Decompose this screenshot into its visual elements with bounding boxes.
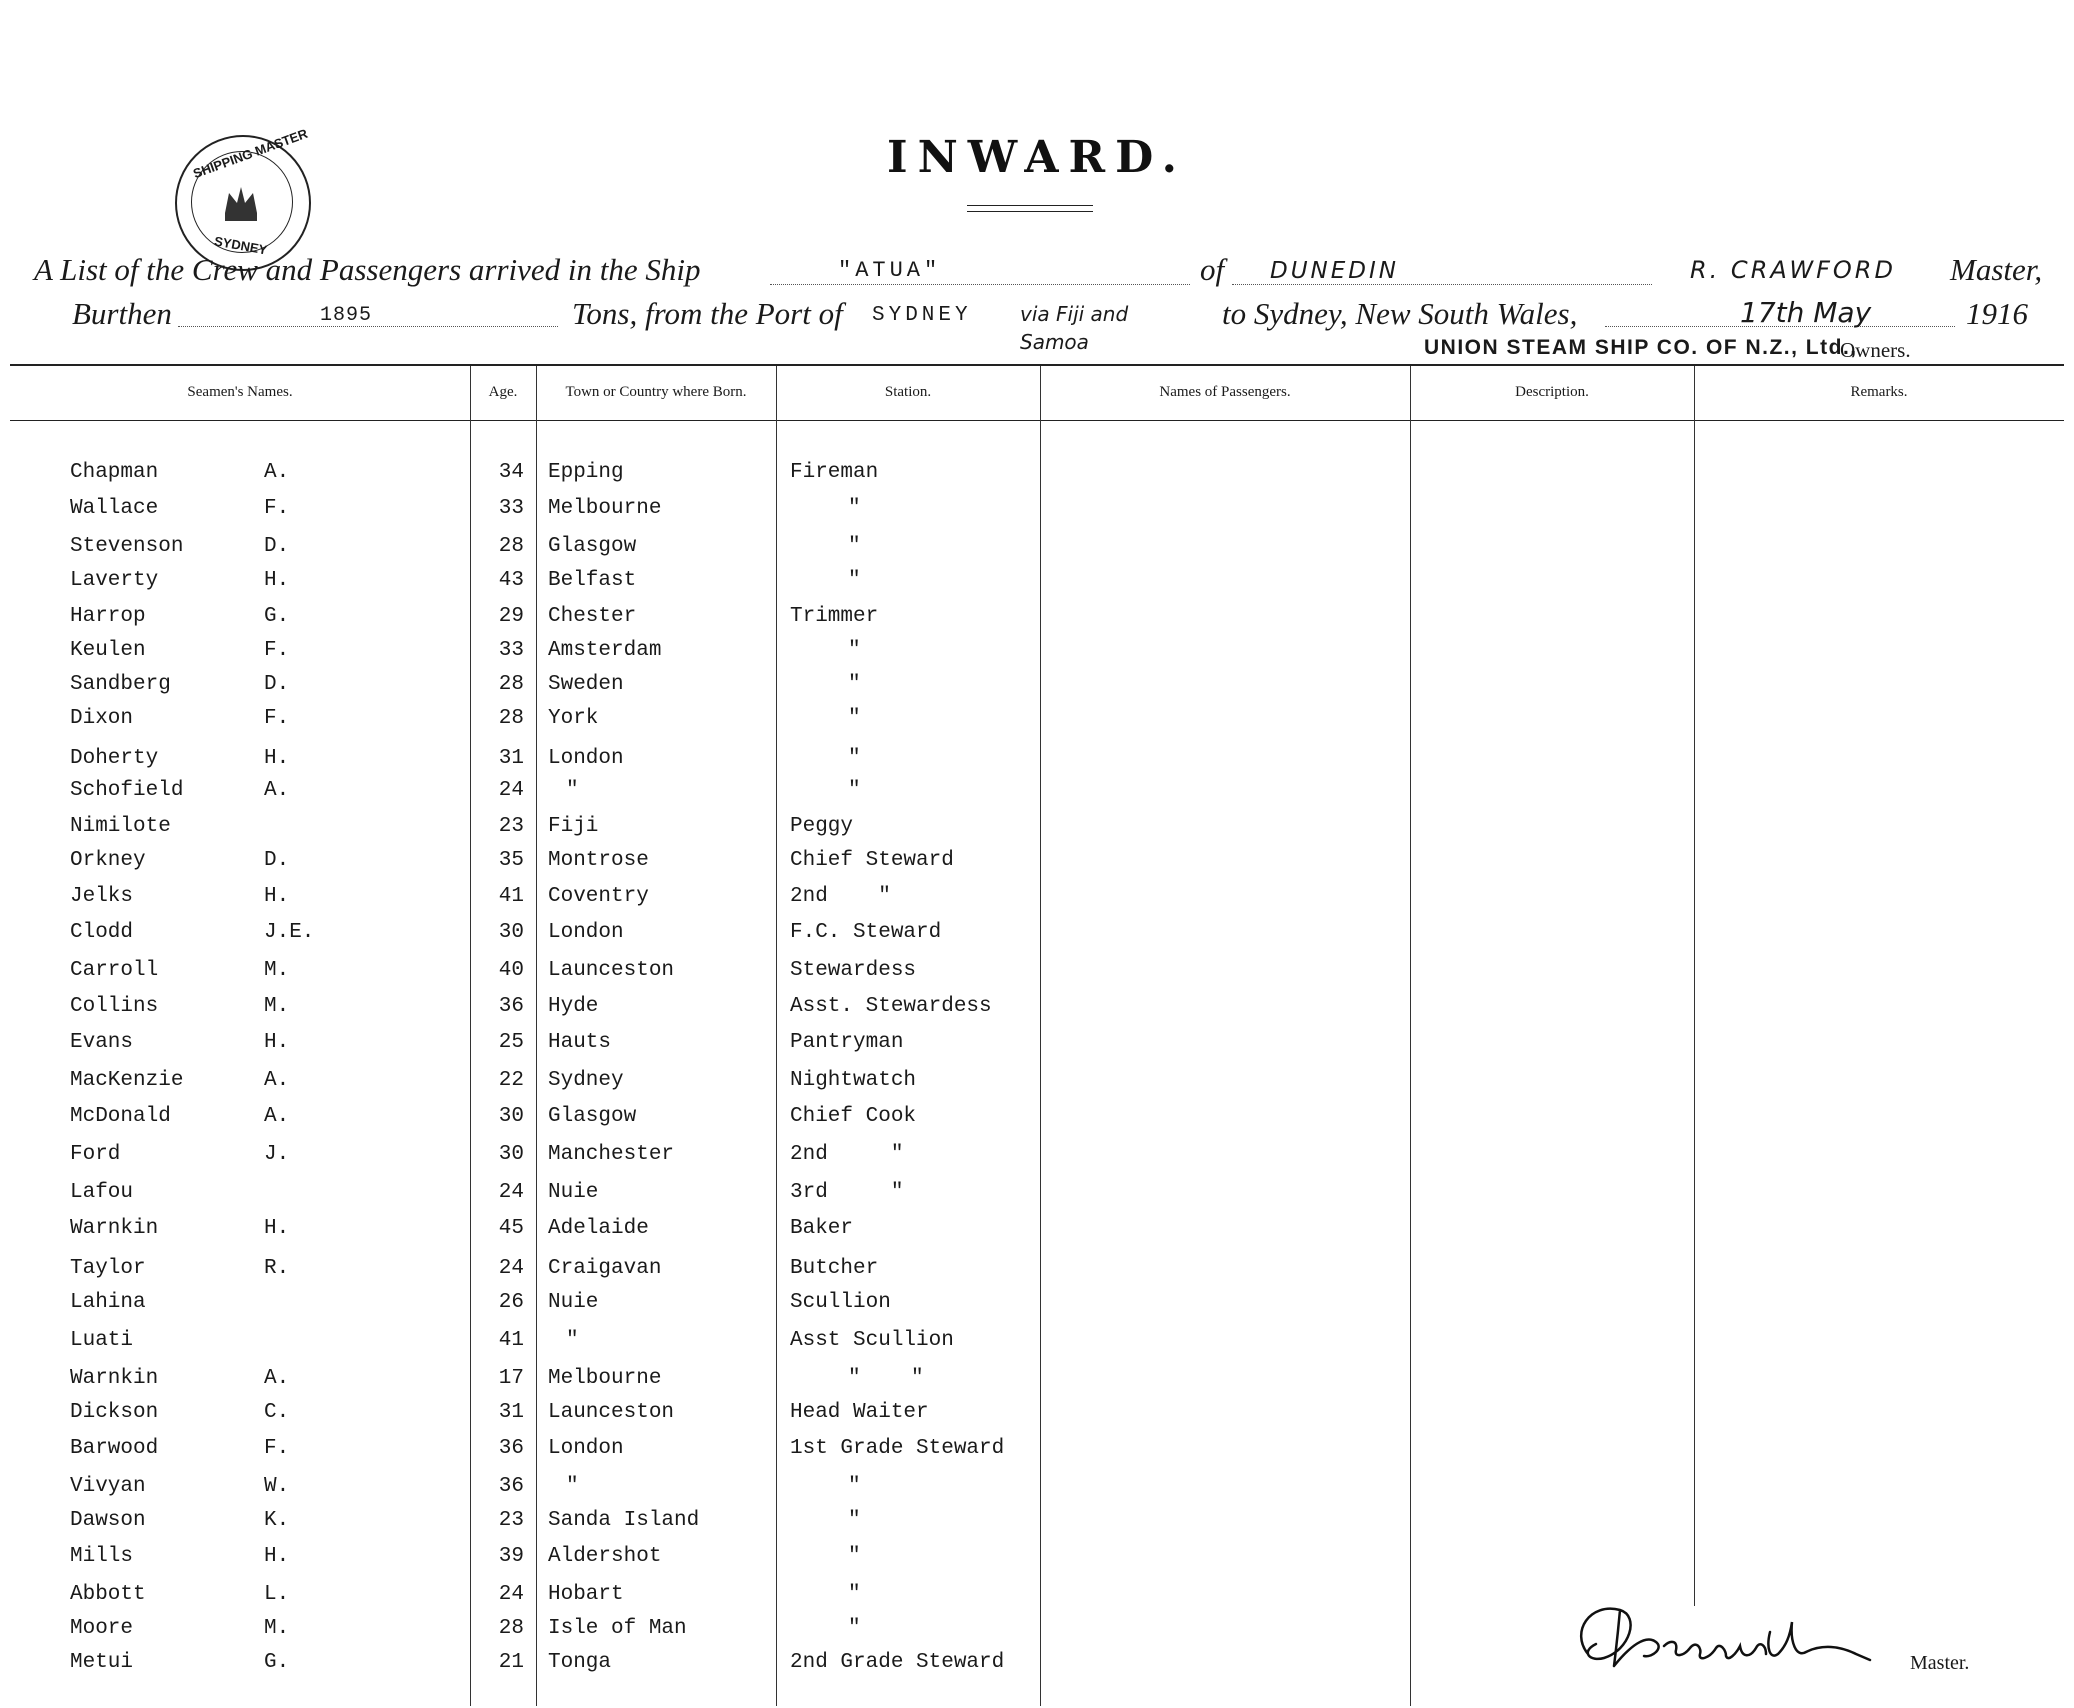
crew-birthplace: Aldershot — [548, 1545, 662, 1568]
crew-initial: A. — [264, 779, 290, 802]
crew-age: 41 — [498, 1329, 524, 1352]
crew-station: Pantryman — [790, 1031, 904, 1054]
crew-birthplace: Nuie — [548, 1291, 599, 1314]
burthen-value: 1895 — [320, 304, 373, 327]
crew-initial: C. — [264, 1401, 290, 1424]
crew-initial: M. — [264, 959, 290, 982]
crew-surname: Evans — [70, 1031, 134, 1054]
crew-station: Stewardess — [790, 959, 917, 982]
crew-age: 41 — [498, 885, 524, 908]
crew-surname: Moore — [70, 1617, 134, 1640]
crew-age: 30 — [498, 1105, 524, 1128]
crew-row — [0, 1180, 2074, 1206]
crew-row — [0, 814, 2074, 840]
crew-birthplace: " — [566, 1475, 579, 1498]
crew-surname: Nimilote — [70, 815, 171, 838]
crew-station: " — [848, 497, 861, 520]
crew-age: 23 — [498, 1509, 524, 1532]
crew-age: 23 — [498, 815, 524, 838]
via-ports: via Fiji and Samoa — [1020, 302, 1129, 354]
col-header-passengers: Names of Passengers. — [1159, 384, 1291, 400]
crew-birthplace: Hyde — [548, 995, 599, 1018]
crew-surname: Taylor — [70, 1257, 146, 1280]
col-header-names: Seamen's Names. — [187, 384, 293, 400]
crew-row — [0, 672, 2074, 698]
from-port: SYDNEY — [872, 304, 972, 327]
crew-row — [0, 1366, 2074, 1392]
crew-birthplace: Belfast — [548, 569, 637, 592]
crew-birthplace: " — [566, 779, 579, 802]
crew-age: 35 — [498, 849, 524, 872]
crew-surname: McDonald — [70, 1105, 171, 1128]
crew-surname: Dickson — [70, 1401, 159, 1424]
crew-initial: F. — [264, 639, 290, 662]
crew-age: 28 — [498, 673, 524, 696]
crew-initial: H. — [264, 885, 290, 908]
page-title: INWARD. — [886, 132, 1187, 183]
crew-birthplace: Sanda Island — [548, 1509, 700, 1532]
arrival-date: 17th May — [1740, 296, 1872, 329]
crew-row — [0, 1216, 2074, 1242]
crew-row — [0, 496, 2074, 522]
crew-age: 31 — [498, 1401, 524, 1424]
master-name: R. CRAWFORD — [1690, 256, 1896, 284]
crew-surname: Sandberg — [70, 673, 171, 696]
crew-row — [0, 920, 2074, 946]
crew-age: 30 — [498, 921, 524, 944]
crew-row — [0, 1474, 2074, 1500]
crew-station: Fireman — [790, 461, 879, 484]
crew-row — [0, 1508, 2074, 1534]
crew-station: 2nd " — [790, 885, 891, 908]
crew-initial: J. — [264, 1143, 290, 1166]
master-signature — [1560, 1592, 1880, 1688]
crew-birthplace: York — [548, 707, 599, 730]
ship-name: "ATUA" — [838, 258, 942, 283]
crew-station: Chief Cook — [790, 1105, 917, 1128]
crew-station: Baker — [790, 1217, 854, 1240]
crew-station: 3rd " — [790, 1181, 904, 1204]
crew-initial: D. — [264, 849, 290, 872]
col-header-age: Age. — [488, 384, 518, 400]
crew-birthplace: Fiji — [548, 815, 599, 838]
crew-initial: H. — [264, 1217, 290, 1240]
crew-surname: Mills — [70, 1545, 134, 1568]
crew-surname: Wallace — [70, 497, 159, 520]
crew-surname: Ford — [70, 1143, 121, 1166]
crew-row — [0, 1328, 2074, 1354]
crew-initial: F. — [264, 497, 290, 520]
crew-surname: Stevenson — [70, 535, 184, 558]
crew-birthplace: Adelaide — [548, 1217, 649, 1240]
crew-surname: Abbott — [70, 1583, 146, 1606]
crew-birthplace: Melbourne — [548, 1367, 662, 1390]
crew-surname: Jelks — [70, 885, 134, 908]
crew-surname: Clodd — [70, 921, 134, 944]
crew-birthplace: London — [548, 747, 624, 770]
crew-station: Chief Steward — [790, 849, 954, 872]
crew-station: " — [848, 569, 861, 592]
crew-birthplace: " — [566, 1329, 579, 1352]
crew-station: " — [848, 673, 861, 696]
crew-initial: K. — [264, 1509, 290, 1532]
crew-station: Peggy — [790, 815, 854, 838]
crew-station: Asst Scullion — [790, 1329, 954, 1352]
crew-age: 31 — [498, 747, 524, 770]
crew-age: 21 — [498, 1651, 524, 1674]
crew-age: 22 — [498, 1069, 524, 1092]
crew-row — [0, 568, 2074, 594]
crew-surname: Barwood — [70, 1437, 159, 1460]
crew-initial: A. — [264, 1105, 290, 1128]
crew-row — [0, 778, 2074, 804]
crew-initial: G. — [264, 605, 290, 628]
crew-age: 30 — [498, 1143, 524, 1166]
crew-station: " — [848, 1545, 861, 1568]
crew-age: 36 — [498, 995, 524, 1018]
crew-initial: F. — [264, 1437, 290, 1460]
crew-station: 2nd Grade Steward — [790, 1651, 1005, 1674]
master-label: Master, — [1950, 252, 2043, 287]
crew-surname: Doherty — [70, 747, 159, 770]
of-label: of — [1200, 252, 1225, 287]
crew-surname: Carroll — [70, 959, 159, 982]
crew-initial: H. — [264, 1031, 290, 1054]
crew-surname: Dixon — [70, 707, 134, 730]
crew-row — [0, 1142, 2074, 1168]
crew-row — [0, 1400, 2074, 1426]
crew-age: 34 — [498, 461, 524, 484]
crew-station: Butcher — [790, 1257, 879, 1280]
crew-station: " — [848, 779, 861, 802]
port-of-registry: DUNEDIN — [1270, 258, 1399, 284]
crew-station: Asst. Stewardess — [790, 995, 992, 1018]
crew-birthplace: Tonga — [548, 1651, 612, 1674]
crew-age: 36 — [498, 1475, 524, 1498]
crew-initial: H. — [264, 747, 290, 770]
crew-row — [0, 460, 2074, 486]
crew-row — [0, 706, 2074, 732]
tons-from-label: Tons, from the Port of — [572, 296, 843, 331]
crew-age: 33 — [498, 639, 524, 662]
to-sydney-label: to Sydney, New South Wales, — [1222, 296, 1578, 331]
col-header-description: Description. — [1515, 384, 1589, 400]
crew-age: 45 — [498, 1217, 524, 1240]
crew-row — [0, 1104, 2074, 1130]
crew-age: 24 — [498, 1181, 524, 1204]
crew-birthplace: London — [548, 1437, 624, 1460]
crew-initial: W. — [264, 1475, 290, 1498]
crew-initial: H. — [264, 569, 290, 592]
crew-initial: A. — [264, 461, 290, 484]
crew-age: 33 — [498, 497, 524, 520]
crew-initial: M. — [264, 995, 290, 1018]
crew-initial: G. — [264, 1651, 290, 1674]
crew-surname: Warnkin — [70, 1367, 159, 1390]
crew-initial: F. — [264, 707, 290, 730]
crew-surname: Keulen — [70, 639, 146, 662]
crew-birthplace: Hobart — [548, 1583, 624, 1606]
crew-birthplace: Epping — [548, 461, 624, 484]
crew-row — [0, 638, 2074, 664]
crew-row — [0, 1256, 2074, 1282]
crew-initial: A. — [264, 1069, 290, 1092]
crew-surname: Metui — [70, 1651, 134, 1674]
burthen-label: Burthen — [72, 296, 172, 331]
crew-initial: L. — [264, 1583, 290, 1606]
crew-initial: D. — [264, 673, 290, 696]
crew-row — [0, 1290, 2074, 1316]
col-header-born: Town or Country where Born. — [565, 384, 747, 400]
crew-surname: Lafou — [70, 1181, 134, 1204]
crew-birthplace: Chester — [548, 605, 637, 628]
crew-birthplace: London — [548, 921, 624, 944]
crew-surname: Collins — [70, 995, 159, 1018]
crew-age: 26 — [498, 1291, 524, 1314]
crew-station: " " — [848, 1367, 924, 1390]
crew-age: 36 — [498, 1437, 524, 1460]
owners-label: Owners. — [1840, 338, 1911, 362]
crew-age: 28 — [498, 535, 524, 558]
crew-birthplace: Manchester — [548, 1143, 675, 1166]
crew-birthplace: Isle of Man — [548, 1617, 687, 1640]
crew-age: 43 — [498, 569, 524, 592]
crew-station: 1st Grade Steward — [790, 1437, 1005, 1460]
crew-row — [0, 534, 2074, 560]
crew-station: " — [848, 535, 861, 558]
crew-surname: Harrop — [70, 605, 146, 628]
crew-surname: Dawson — [70, 1509, 146, 1532]
crew-age: 29 — [498, 605, 524, 628]
crew-initial: H. — [264, 1545, 290, 1568]
crew-birthplace: Coventry — [548, 885, 649, 908]
crew-station: " — [848, 1617, 861, 1640]
stamp-line1: SHIPPING MASTER — [191, 125, 310, 182]
crew-row — [0, 1544, 2074, 1570]
col-header-station: Station. — [884, 384, 932, 400]
crew-row — [0, 1068, 2074, 1094]
owners-company: UNION STEAM SHIP CO. OF N.Z., Ltd., — [1424, 336, 1858, 359]
crew-row — [0, 604, 2074, 630]
crew-initial: R. — [264, 1257, 290, 1280]
crew-station: 2nd " — [790, 1143, 904, 1166]
crew-age: 40 — [498, 959, 524, 982]
crew-birthplace: Sweden — [548, 673, 624, 696]
crew-station: Scullion — [790, 1291, 891, 1314]
crew-birthplace: Amsterdam — [548, 639, 662, 662]
crew-birthplace: Craigavan — [548, 1257, 662, 1280]
crew-age: 39 — [498, 1545, 524, 1568]
crew-station: " — [848, 747, 861, 770]
crew-birthplace: Hauts — [548, 1031, 612, 1054]
crew-age: 28 — [498, 1617, 524, 1640]
crew-initial: J.E. — [264, 921, 315, 944]
crew-surname: Orkney — [70, 849, 146, 872]
crew-row — [0, 746, 2074, 772]
arrival-year: 1916 — [1966, 296, 2028, 331]
crew-station: " — [848, 639, 861, 662]
col-header-remarks: Remarks. — [1850, 384, 1908, 400]
crew-row — [0, 958, 2074, 984]
crew-station: " — [848, 707, 861, 730]
crew-row — [0, 848, 2074, 874]
crew-surname: Lahina — [70, 1291, 146, 1314]
crew-age: 24 — [498, 1257, 524, 1280]
crew-station: " — [848, 1583, 861, 1606]
crew-age: 24 — [498, 1583, 524, 1606]
crew-surname: Vivyan — [70, 1475, 146, 1498]
crew-birthplace: Sydney — [548, 1069, 624, 1092]
crew-birthplace: Glasgow — [548, 1105, 637, 1128]
crew-surname: Schofield — [70, 779, 184, 802]
crew-birthplace: Launceston — [548, 1401, 675, 1424]
crew-age: 25 — [498, 1031, 524, 1054]
crew-surname: Laverty — [70, 569, 159, 592]
crew-surname: Warnkin — [70, 1217, 159, 1240]
crew-surname: Luati — [70, 1329, 134, 1352]
crew-station: " — [848, 1509, 861, 1532]
crew-surname: Chapman — [70, 461, 159, 484]
crew-initial: D. — [264, 535, 290, 558]
crew-station: Head Waiter — [790, 1401, 929, 1424]
crew-initial: M. — [264, 1617, 290, 1640]
crew-age: 28 — [498, 707, 524, 730]
crew-row — [0, 1030, 2074, 1056]
crew-birthplace: Nuie — [548, 1181, 599, 1204]
crew-station: Trimmer — [790, 605, 879, 628]
crew-station: F.C. Steward — [790, 921, 942, 944]
crew-birthplace: Melbourne — [548, 497, 662, 520]
crew-row — [0, 1436, 2074, 1462]
crew-surname: MacKenzie — [70, 1069, 184, 1092]
crew-row — [0, 994, 2074, 1020]
crew-initial: A. — [264, 1367, 290, 1390]
crew-birthplace: Montrose — [548, 849, 649, 872]
signature-master-label: Master. — [1910, 1652, 1970, 1674]
crew-age: 17 — [498, 1367, 524, 1390]
list-intro-text: A List of the Crew and Passengers arrived in the Ship — [34, 252, 701, 287]
crew-birthplace: Launceston — [548, 959, 675, 982]
crew-birthplace: Glasgow — [548, 535, 637, 558]
stamp-line2: SYDNEY — [213, 233, 269, 258]
crew-age: 24 — [498, 779, 524, 802]
crew-station: Nightwatch — [790, 1069, 917, 1092]
crew-station: " — [848, 1475, 861, 1498]
crew-row — [0, 884, 2074, 910]
